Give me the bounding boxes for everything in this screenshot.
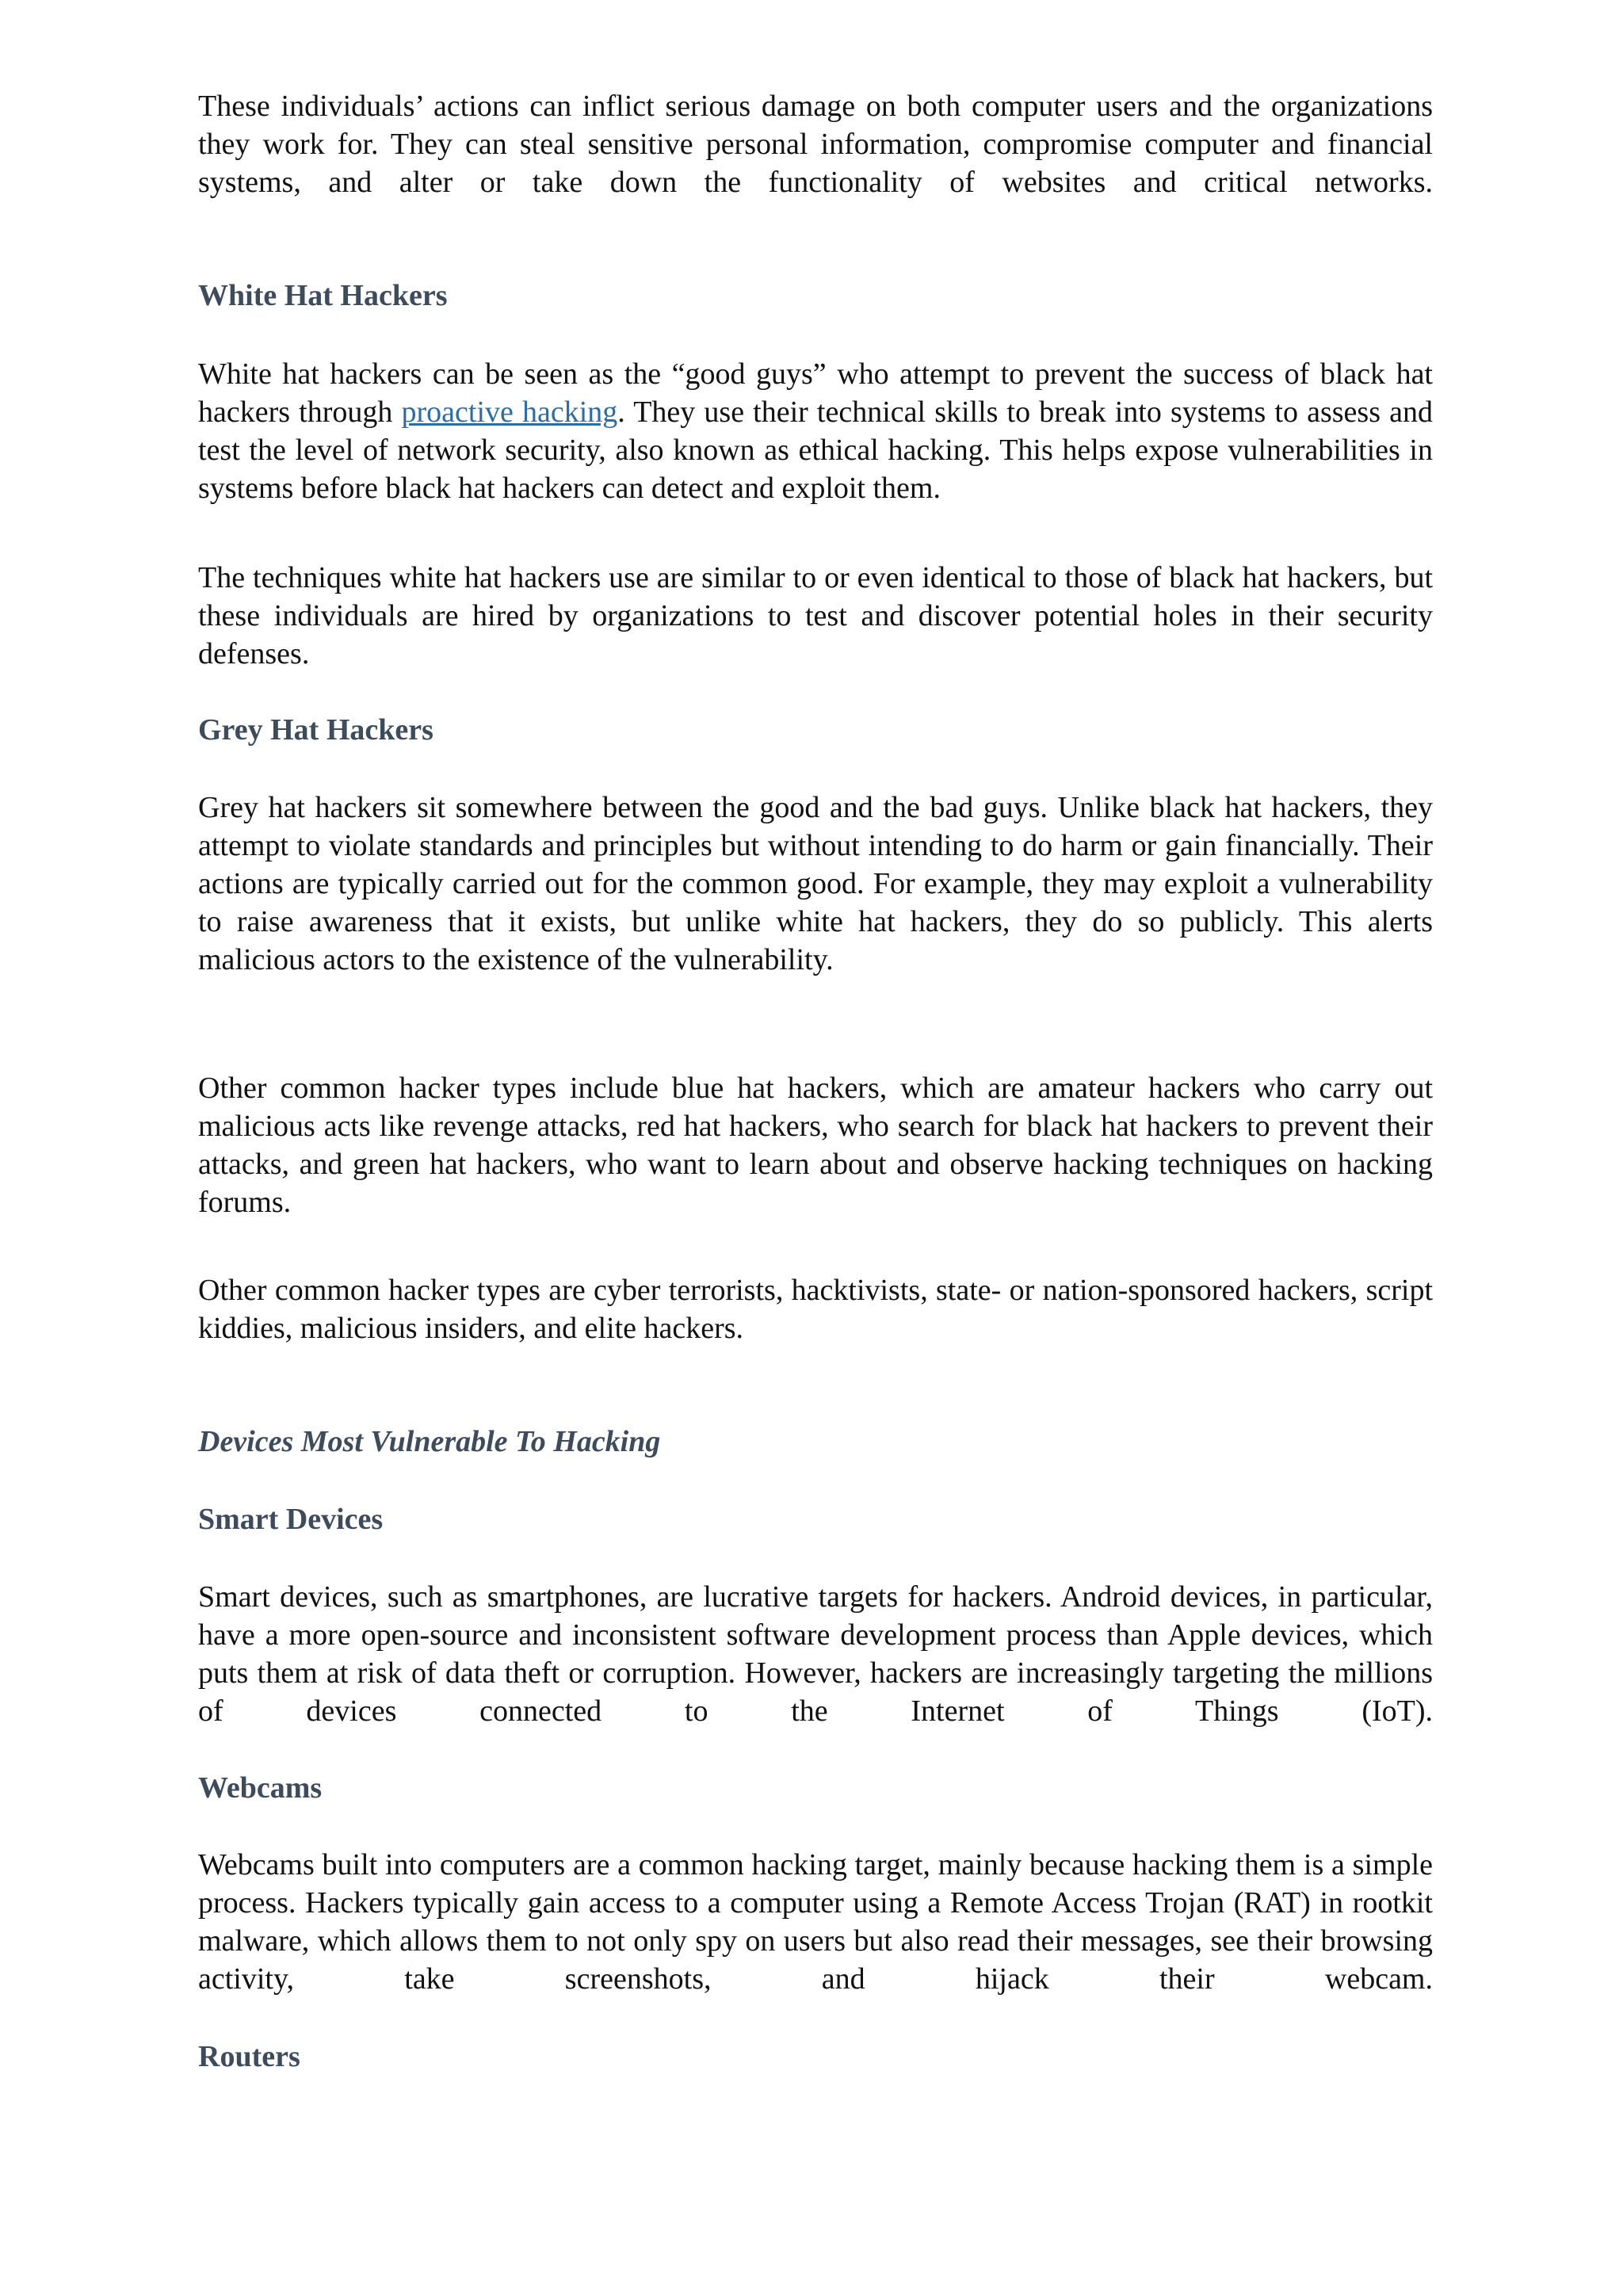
proactive-hacking-link[interactable]: proactive hacking: [401, 395, 618, 429]
other-types-paragraph-1: Other common hacker types include blue hat hackers, which are amateur hackers who carry out malicious acts like revenge attacks, red hat hackers, who search for black hat hackers to prevent their attacks, and green hat hackers, who want to learn about and observe hacking techniques on hacking forums.: [198, 1072, 1433, 1219]
webcams-heading: Webcams: [198, 1771, 323, 1805]
webcams-paragraph: Webcams built into computers are a common hacking target, mainly because hacking them is a simple process. Hackers typically gain access to a computer using a Remote Access Trojan (RAT) in rootkit malware, which allows them to not only spy on users but also read their messages, see their browsing activity, take screenshots, and hijack their webcam.: [198, 1848, 1433, 1996]
white-hat-paragraph-1-end: . They use their technical skills to break into systems to assess and test the level of network security, also known as ethical hacking. This helps expose vulnerabilities in systems before black hat hackers can detect and exploit them.: [198, 395, 1433, 505]
routers-heading: Routers: [198, 2040, 300, 2073]
grey-hat-paragraph: Grey hat hackers sit somewhere between the good and the bad guys. Unlike black hat hackers, they attempt to violate standards and principles but without intending to do harm or gain financially. Their actions are typically carried out for the common good. For example, they may exploit a vulnerability to raise awareness that it exists, but unlike white hat hackers, they do so publicly. This alerts malicious actors to the existence of the vulnerability.: [198, 791, 1433, 976]
white-hat-heading: White Hat Hackers: [198, 279, 448, 312]
white-hat-paragraph-1-start: White hat hackers can be seen as the “good guys” who attempt to prevent the success of black hat hackers through: [198, 357, 1433, 429]
smart-devices-heading: Smart Devices: [198, 1503, 384, 1536]
white-hat-paragraph-1: [198, 355, 1433, 507]
other-types-paragraph-2: Other common hacker types are cyber terrorists, hacktivists, state- or nation-sponsored hackers, script kiddies, malicious insiders, and elite hackers.: [198, 1274, 1433, 1345]
white-hat-paragraph-2: The techniques white hat hackers use are similar to or even identical to those of black hat hackers, but these individuals are hired by organizations to test and discover potential holes in their security defenses.: [198, 561, 1433, 670]
intro-paragraph: These individuals’ actions can inflict serious damage on both computer users and the organizations they work for. They can steal sensitive personal information, compromise computer and financial systems, and alter or take down the functionality of websites and critical networks.: [198, 90, 1433, 199]
grey-hat-heading: Grey Hat Hackers: [198, 713, 433, 747]
smart-devices-paragraph: Smart devices, such as smartphones, are lucrative targets for hackers. Android devices, in particular, have a more open-source and inconsistent software development process than Apple devices, which puts them at risk of data theft or corruption. However, hackers are increasingly targeting the millions of devices connected to the Internet of Things (IoT).: [198, 1580, 1433, 1728]
devices-section-heading: Devices Most Vulnerable To Hacking: [198, 1425, 661, 1458]
